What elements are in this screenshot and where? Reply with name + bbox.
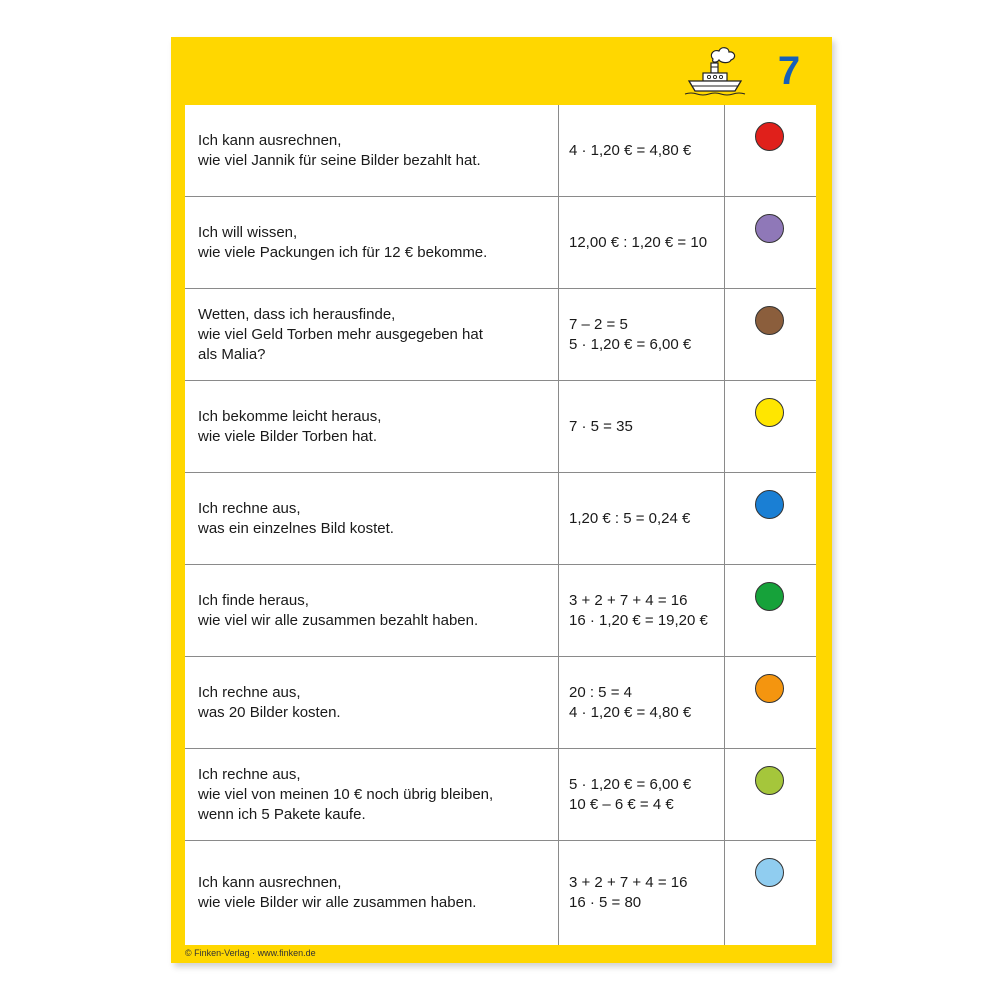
color-dot [755, 582, 784, 611]
table-row [185, 473, 816, 565]
task-text-line: Ich rechne aus, [198, 499, 301, 517]
calculation-line: 3 + 2 + 7 + 4 = 16 [569, 874, 688, 891]
table-row [185, 197, 816, 289]
card-header [171, 37, 832, 105]
color-dot [755, 766, 784, 795]
calculation-line: 12,00 € : 1,20 € = 10 [569, 233, 708, 251]
calculation-cell [559, 749, 725, 840]
task-text-line: wie viel Jannik für seine Bilder bezahlt hat. [198, 151, 481, 169]
task-text-line: Ich finde heraus, [198, 591, 309, 609]
task-text-line: wie viel Geld Torben mehr ausgegeben hat [198, 325, 483, 343]
table-row [185, 381, 816, 473]
task-text-cell [185, 473, 559, 564]
task-text-line: Ich rechne aus, [198, 683, 301, 701]
task-card [171, 37, 832, 963]
calculation-line: 7 – 2 = 5 [569, 315, 628, 333]
task-text-line: wie viele Packungen ich für 12 € bekomme. [198, 243, 488, 261]
task-text-line: Wetten, dass ich herausfinde, [198, 305, 396, 323]
task-text-cell [185, 841, 559, 945]
task-table [185, 105, 816, 945]
copyright-footer: © Finken-Verlag · www.finken.de [185, 948, 316, 958]
table-row [185, 749, 816, 841]
task-text-cell [185, 289, 559, 380]
calculation-line: 7 · 5 = 35 [569, 417, 633, 435]
color-dot [755, 214, 784, 243]
task-text-line: wie viele Bilder wir alle zusammen haben. [198, 894, 477, 911]
table-row [185, 565, 816, 657]
task-text-line: wie viel wir alle zusammen bezahlt haben. [198, 611, 479, 629]
table-row [185, 289, 816, 381]
task-text-line: wie viele Bilder Torben hat. [198, 427, 377, 445]
color-dot [755, 858, 784, 887]
task-text-line: als Malia? [198, 345, 266, 363]
table-row [185, 105, 816, 197]
calculation-line: 1,20 € : 5 = 0,24 € [569, 509, 691, 527]
calculation-cell [559, 105, 725, 196]
task-text-cell [185, 749, 559, 840]
calculation-line: 4 · 1,20 € = 4,80 € [569, 703, 692, 721]
task-text-line: was 20 Bilder kosten. [198, 703, 341, 721]
steamboat-icon [683, 45, 747, 97]
task-text-line: Ich kann ausrechnen, [198, 131, 342, 149]
calculation-line: 5 · 1,20 € = 6,00 € [569, 335, 692, 353]
table-row [185, 841, 816, 945]
task-text-cell [185, 197, 559, 288]
calculation-cell [559, 841, 725, 945]
calculation-line: 20 : 5 = 4 [569, 683, 632, 701]
calculation-cell [559, 657, 725, 748]
task-text-line: wie viel von meinen 10 € noch übrig bleiben, [198, 785, 494, 803]
calculation-line: 16 · 5 = 80 [569, 894, 642, 911]
color-dot [755, 122, 784, 151]
color-dot [755, 398, 784, 427]
calculation-line: 5 · 1,20 € = 6,00 € [569, 775, 692, 793]
task-text-line: Ich will wissen, [198, 223, 298, 241]
calculation-cell [559, 565, 725, 656]
task-text-cell [185, 105, 559, 196]
calculation-line: 3 + 2 + 7 + 4 = 16 [569, 591, 688, 609]
task-text-line: was ein einzelnes Bild kostet. [198, 519, 394, 537]
task-text-line: Ich bekomme leicht heraus, [198, 407, 382, 425]
color-dot [755, 674, 784, 703]
task-text-cell [185, 381, 559, 472]
calculation-cell [559, 473, 725, 564]
task-text-line: wenn ich 5 Pakete kaufe. [198, 805, 366, 823]
task-text-cell [185, 657, 559, 748]
calculation-cell [559, 289, 725, 380]
task-text-line: Ich kann ausrechnen, [198, 874, 342, 891]
card-number: 7 [777, 49, 801, 93]
calculation-cell [559, 197, 725, 288]
color-dot [755, 490, 784, 519]
task-text-cell [185, 565, 559, 656]
calculation-line: 16 · 1,20 € = 19,20 € [569, 611, 708, 629]
color-dot [755, 306, 784, 335]
task-text-line: Ich rechne aus, [198, 765, 301, 783]
table-row [185, 657, 816, 749]
calculation-line: 4 · 1,20 € = 4,80 € [569, 141, 692, 159]
calculation-line: 10 € – 6 € = 4 € [569, 795, 674, 813]
calculation-cell [559, 381, 725, 472]
